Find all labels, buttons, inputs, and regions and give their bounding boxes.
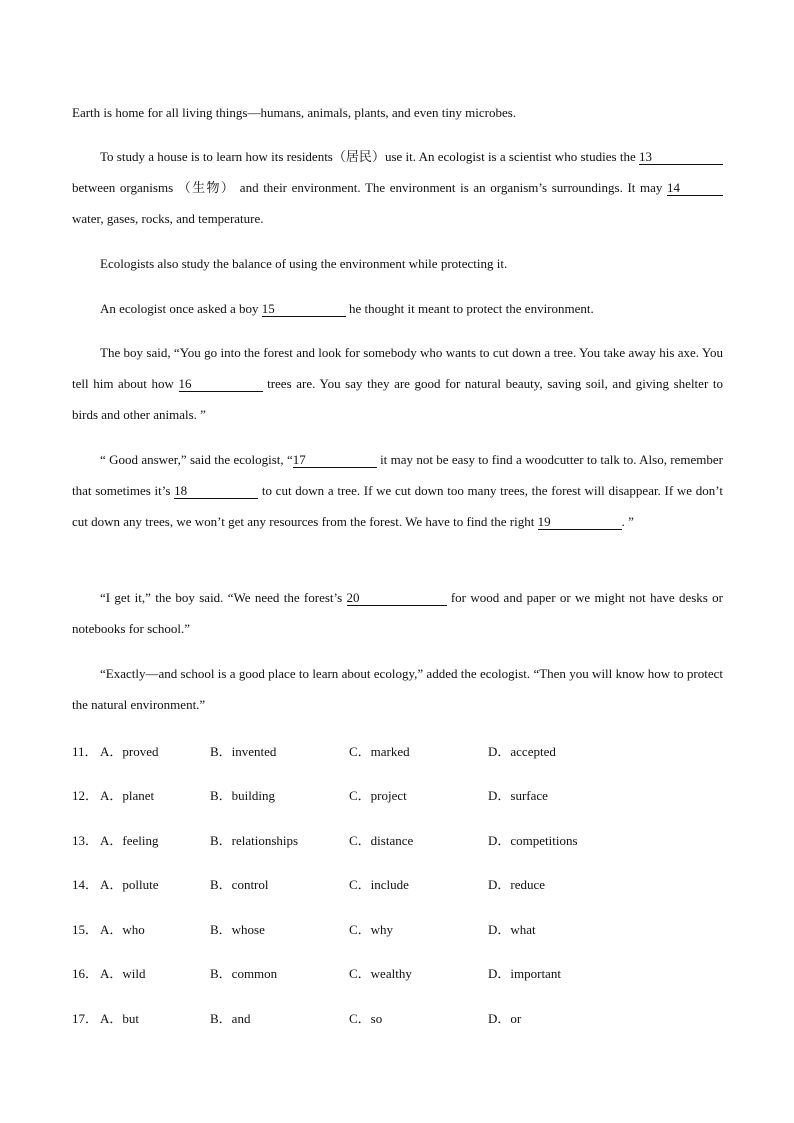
option-b[interactable]: B．relationships: [210, 833, 299, 848]
paragraph-5: [72, 337, 723, 430]
paragraph-2-text-c: between organisms （生物） and their environment. The environment is an organism’s surroundings. It may: [72, 180, 667, 195]
question-11: [72, 741, 723, 761]
blank-16[interactable]: 16: [179, 377, 263, 392]
paragraph-2-text-a: To study a house is to learn how its residents（居民）use it. An ecologist is a scientist who studies the: [100, 149, 639, 164]
option-b[interactable]: B．common: [210, 966, 278, 981]
option-a[interactable]: A．planet: [100, 788, 155, 803]
option-d[interactable]: D．what: [488, 922, 536, 937]
paragraph-7-text-a: “I get it,” the boy said. “We need the forest’s: [100, 590, 347, 605]
option-d[interactable]: D．competitions: [488, 833, 578, 848]
option-d[interactable]: D．accepted: [488, 744, 556, 759]
option-a[interactable]: A．wild: [100, 966, 146, 981]
option-b[interactable]: B．whose: [210, 922, 265, 937]
blank-17[interactable]: 17: [293, 453, 377, 468]
blank-19[interactable]: 19: [538, 515, 622, 530]
question-number: 16．: [72, 966, 99, 981]
paragraph-4: [72, 293, 723, 324]
option-c[interactable]: C．include: [349, 877, 409, 892]
option-b[interactable]: B．control: [210, 877, 269, 892]
option-a[interactable]: A．pollute: [100, 877, 159, 892]
question-number: 14．: [72, 877, 99, 892]
paragraph-6-text-c: to cut down a tree. If we cut down too many trees, the forest will disappear. If we don’t cut down any trees, we won’t get any resources from the forest. We have to find the right: [72, 483, 723, 529]
blank-13[interactable]: 13: [639, 150, 723, 165]
option-a[interactable]: A．feeling: [100, 833, 159, 848]
paragraph-7: [72, 582, 723, 644]
paragraph-6-text-a: “ Good answer,” said the ecologist, “: [100, 452, 293, 467]
option-c[interactable]: C．distance: [349, 833, 414, 848]
option-b[interactable]: B．building: [210, 788, 276, 803]
option-b[interactable]: B．and: [210, 1011, 251, 1026]
option-b[interactable]: B．invented: [210, 744, 277, 759]
paragraph-6: [72, 444, 723, 537]
option-c[interactable]: C．project: [349, 788, 407, 803]
option-d[interactable]: D．reduce: [488, 877, 546, 892]
paragraph-2: [72, 141, 723, 234]
paragraph-7-text-b: for wood and paper or we might not have desks or notebooks for school.”: [72, 590, 723, 636]
option-d[interactable]: D．surface: [488, 788, 548, 803]
question-number: 11．: [72, 744, 98, 759]
paragraph-5-text-a: The boy said, “You go into the forest and look for somebody who wants to cut down a tree. You take away his axe. You tell him about how: [72, 345, 723, 391]
question-number: 17．: [72, 1011, 99, 1026]
option-c[interactable]: C．marked: [349, 744, 410, 759]
option-a[interactable]: A．proved: [100, 744, 159, 759]
question-15: [72, 919, 723, 939]
question-14: [72, 874, 723, 894]
blank-20[interactable]: 20: [347, 591, 447, 606]
blank-15[interactable]: 15: [262, 302, 346, 317]
question-16: [72, 963, 723, 983]
question-number: 15．: [72, 922, 99, 937]
paragraph-5-text-b: trees are. You say they are good for natural beauty, saving soil, and giving shelter to birds and other animals. ”: [72, 376, 723, 422]
paragraph-4-text-a: An ecologist once asked a boy: [100, 301, 262, 316]
paragraph-3: Ecologists also study the balance of using the environment while protecting it.: [100, 256, 508, 271]
paragraph-1: Earth is home for all living things—humans, animals, plants, and even tiny microbes.: [72, 105, 517, 120]
question-12: [72, 785, 723, 805]
option-c[interactable]: C．so: [349, 1011, 383, 1026]
paragraph-8: “Exactly—and school is a good place to learn about ecology,” added the ecologist. “Then you will know how to protect the natural environment.”: [72, 666, 723, 712]
question-number: 13．: [72, 833, 99, 848]
question-13: [72, 830, 723, 850]
question-17: [72, 1008, 723, 1028]
option-c[interactable]: C．wealthy: [349, 966, 412, 981]
option-d[interactable]: D．important: [488, 966, 561, 981]
option-d[interactable]: D．or: [488, 1011, 522, 1026]
paragraph-6-text-b: it may not be easy to find a woodcutter to talk to. Also, remember that sometimes it’s: [72, 452, 723, 498]
option-a[interactable]: A．who: [100, 922, 145, 937]
option-c[interactable]: C．why: [349, 922, 394, 937]
option-a[interactable]: A．but: [100, 1011, 140, 1026]
paragraph-6-text-d: . ”: [621, 514, 634, 529]
blank-18[interactable]: 18: [174, 484, 258, 499]
blank-14[interactable]: 14: [667, 181, 723, 196]
question-number: 12．: [72, 788, 99, 803]
paragraph-2-text-d: water, gases, rocks, and temperature.: [72, 211, 264, 226]
paragraph-4-text-b: he thought it meant to protect the environment.: [345, 301, 594, 316]
